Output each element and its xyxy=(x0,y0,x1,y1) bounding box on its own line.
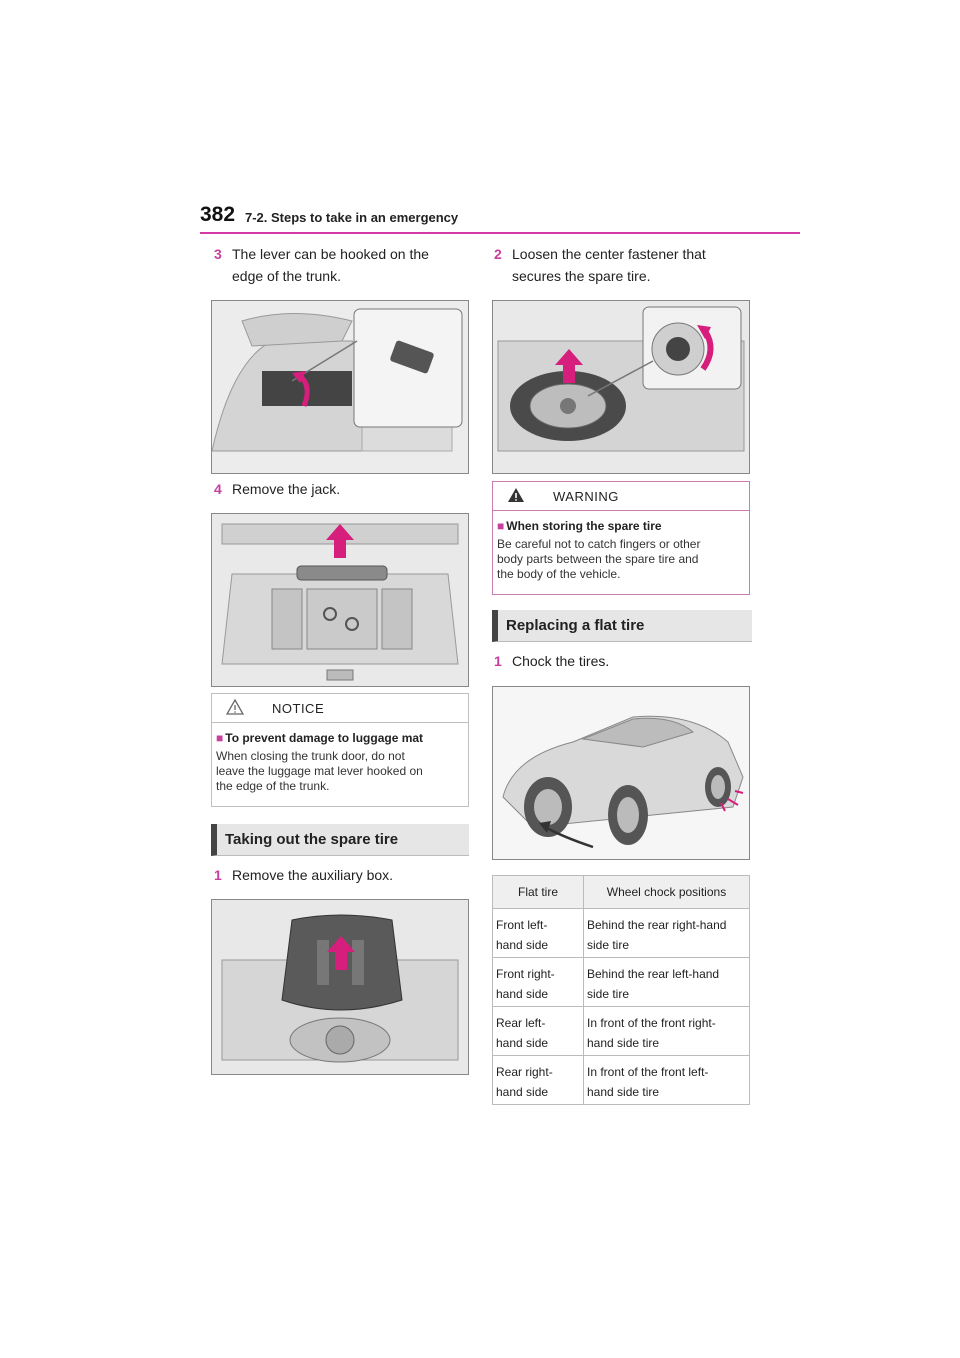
step-number: 1 xyxy=(214,867,222,883)
cell-text: Front right- xyxy=(496,967,555,981)
warning-line: Be careful not to catch fingers or other xyxy=(497,537,701,551)
cell-text: Behind the rear right-hand xyxy=(587,918,727,932)
table-row xyxy=(493,1007,750,1056)
cell-text: Front left- xyxy=(496,918,548,932)
center-fastener-illustration xyxy=(492,300,750,474)
table-row xyxy=(493,1056,750,1105)
step-number: 1 xyxy=(494,653,502,669)
table-cell xyxy=(493,1007,584,1056)
table-cell xyxy=(584,958,750,1007)
section-heading-spare-tire xyxy=(211,824,469,856)
header-rule xyxy=(200,232,800,234)
warning-line: the body of the vehicle. xyxy=(497,567,621,581)
warning-title: WARNING xyxy=(553,488,619,504)
step-1-right xyxy=(494,650,744,672)
notice-line: When closing the trunk door, do not xyxy=(216,749,405,763)
warning-header xyxy=(493,482,749,511)
cell-text: side tire xyxy=(587,938,630,952)
table-cell xyxy=(493,958,584,1007)
cell-text: hand side xyxy=(496,1036,549,1050)
table-header-cell: Flat tire xyxy=(493,876,584,909)
cell-text: Rear left- xyxy=(496,1016,546,1030)
table-header-row xyxy=(493,876,750,909)
section-title: 7-2. Steps to take in an emergency xyxy=(245,210,459,225)
section-heading-replacing-flat-tire xyxy=(492,610,752,642)
step-number: 2 xyxy=(494,246,502,262)
table-header-cell: Wheel chock positions xyxy=(584,876,750,909)
table-cell xyxy=(493,909,584,958)
step-4 xyxy=(214,478,464,500)
remove-jack-illustration xyxy=(211,513,469,687)
table-cell xyxy=(584,909,750,958)
table-cell xyxy=(584,1007,750,1056)
warning-subtitle xyxy=(497,519,749,533)
cell-text: hand side xyxy=(496,1085,549,1099)
table-row xyxy=(493,958,750,1007)
cell-text: Rear right- xyxy=(496,1065,553,1079)
cell-text: hand side xyxy=(496,938,549,952)
warning-body xyxy=(497,537,745,582)
step-text: Chock the tires. xyxy=(512,653,610,669)
warning-triangle-icon xyxy=(507,487,525,506)
page-number: 382 xyxy=(200,203,236,226)
step-text: The lever can be hooked on the xyxy=(232,246,429,262)
wheel-chock-table xyxy=(492,875,750,1105)
notice-subtitle-text: To prevent damage to luggage mat xyxy=(225,731,424,745)
step-text: Remove the jack. xyxy=(232,481,341,497)
bullet-square: ■ xyxy=(497,519,505,533)
step-number: 3 xyxy=(214,246,222,262)
section-heading-text: Taking out the spare tire xyxy=(225,831,399,848)
warning-line: body parts between the spare tire and xyxy=(497,552,699,566)
notice-body xyxy=(216,749,464,794)
table-row xyxy=(493,909,750,958)
table-cell xyxy=(584,1056,750,1105)
notice-subtitle xyxy=(216,731,468,745)
bullet-square: ■ xyxy=(216,731,224,745)
step-text: edge of the trunk. xyxy=(232,268,341,284)
step-2 xyxy=(494,243,754,287)
cell-text: In front of the front left- xyxy=(587,1065,709,1079)
warning-subtitle-text: When storing the spare tire xyxy=(506,519,662,533)
caution-triangle-icon xyxy=(226,699,244,718)
cell-text: hand side tire xyxy=(587,1036,660,1050)
step-number: 4 xyxy=(214,481,222,497)
notice-box xyxy=(211,693,469,807)
trunk-lever-illustration xyxy=(211,300,469,474)
notice-header xyxy=(212,694,468,723)
cell-text: In front of the front right- xyxy=(587,1016,716,1030)
section-heading-text: Replacing a flat tire xyxy=(506,617,645,634)
auxiliary-box-illustration xyxy=(211,899,469,1075)
step-3 xyxy=(214,243,464,287)
step-text: secures the spare tire. xyxy=(512,268,651,284)
warning-box xyxy=(492,481,750,595)
table-cell xyxy=(493,1056,584,1105)
step-text: Remove the auxiliary box. xyxy=(232,867,394,883)
step-text: Loosen the center fastener that xyxy=(512,246,706,262)
cell-text: hand side xyxy=(496,987,549,1001)
notice-line: the edge of the trunk. xyxy=(216,779,330,793)
notice-title: NOTICE xyxy=(272,700,325,716)
cell-text: hand side tire xyxy=(587,1085,660,1099)
cell-text: Behind the rear left-hand xyxy=(587,967,720,981)
cell-text: side tire xyxy=(587,987,630,1001)
step-1-left xyxy=(214,864,464,886)
notice-line: leave the luggage mat lever hooked on xyxy=(216,764,423,778)
chock-tires-illustration xyxy=(492,686,750,860)
